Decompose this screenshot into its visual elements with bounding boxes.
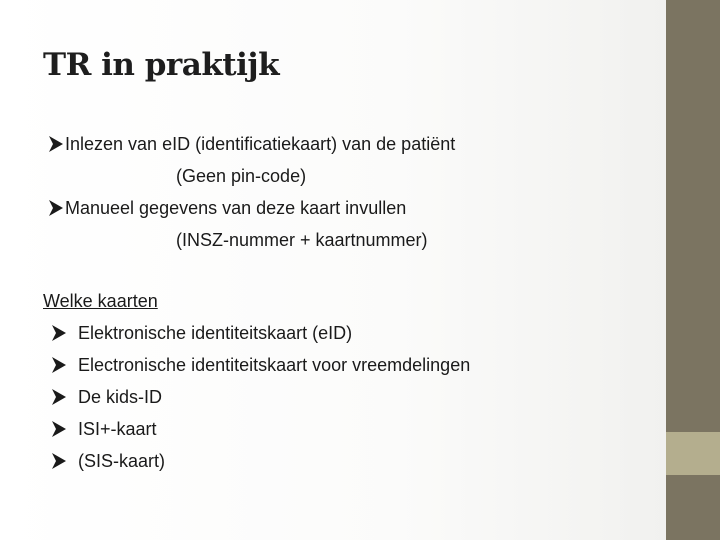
bullet-text: Inlezen van eID (identificatiekaart) van de patiënt <box>65 134 456 154</box>
card-list-item-5 <box>52 450 165 472</box>
section-heading: Welke kaarten <box>43 291 158 311</box>
arrow-bullet-icon <box>52 389 66 405</box>
arrow-bullet-icon <box>49 200 63 216</box>
slide-title: TR in praktijk <box>43 47 280 83</box>
bullet-sub-2: (INSZ-nummer + kaartnummer) <box>176 230 428 250</box>
card-text: Electronische identiteitskaart voor vreemdelingen <box>78 355 471 375</box>
bullet-text: Manueel gegevens van deze kaart invullen <box>65 198 407 218</box>
arrow-bullet-icon <box>49 136 63 152</box>
card-text: (SIS-kaart) <box>78 451 166 471</box>
arrow-bullet-icon <box>52 357 66 373</box>
card-text: ISI+-kaart <box>78 419 157 439</box>
bullet-item-2 <box>49 197 406 219</box>
card-text: Elektronische identiteitskaart (eID) <box>78 323 353 343</box>
sidebar-band-top <box>666 0 720 432</box>
arrow-bullet-icon <box>52 453 66 469</box>
arrow-bullet-icon <box>52 325 66 341</box>
card-list-item-1 <box>52 322 352 344</box>
sidebar-band-accent <box>666 432 720 475</box>
bullet-item-1 <box>49 133 455 155</box>
card-text: De kids-ID <box>78 387 163 407</box>
sidebar-band-bottom <box>666 475 720 540</box>
card-list-item-2 <box>52 354 470 376</box>
card-list-item-4 <box>52 418 157 440</box>
arrow-bullet-icon <box>52 421 66 437</box>
card-list-item-3 <box>52 386 162 408</box>
bullet-sub-1: (Geen pin-code) <box>176 166 307 186</box>
